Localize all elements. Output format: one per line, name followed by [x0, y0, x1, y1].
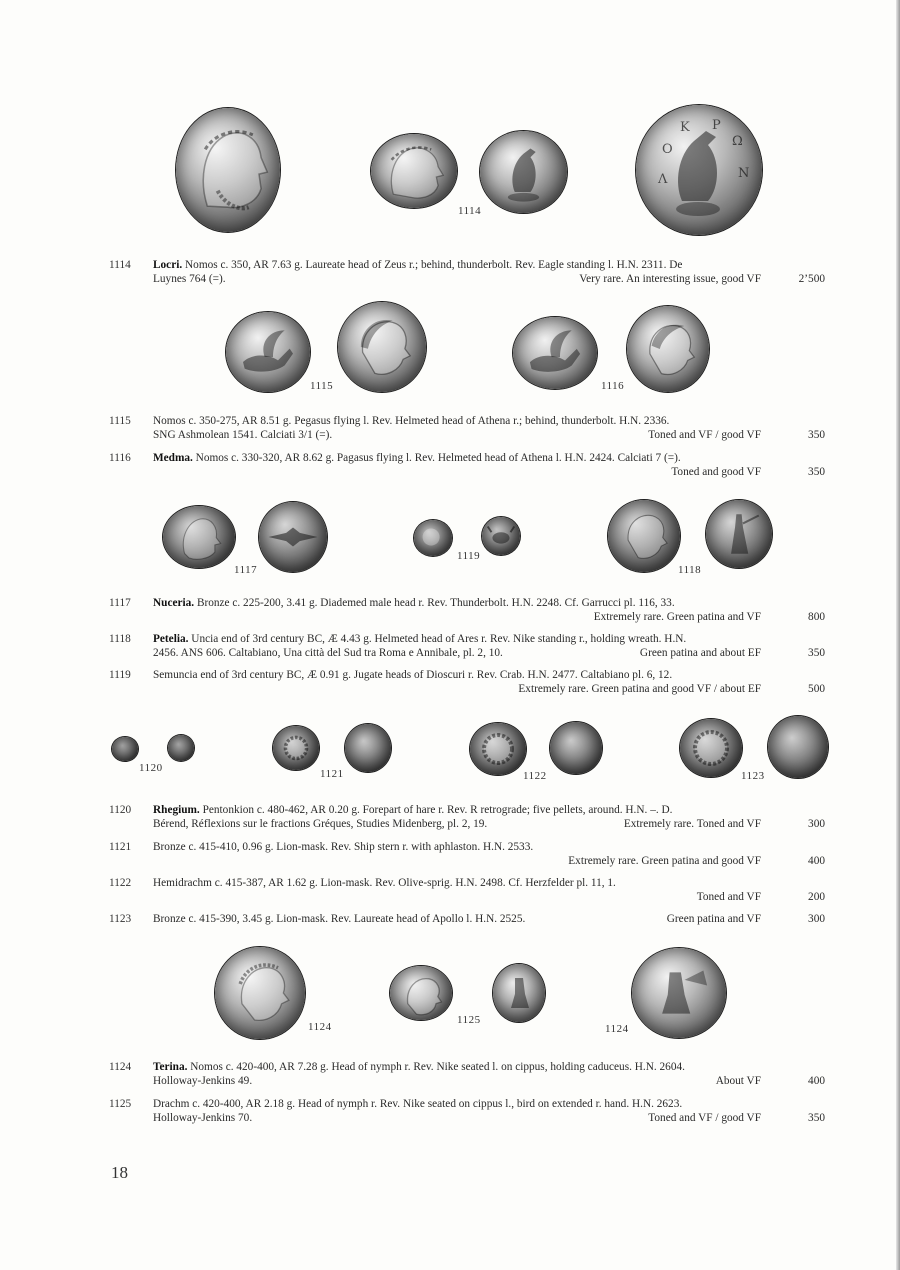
lion-mask-icon — [680, 719, 742, 777]
estimate-price: 350 — [808, 466, 825, 478]
catalogue-entry — [109, 632, 825, 662]
coin-image-crab — [482, 517, 520, 555]
catalogue-entry — [109, 1060, 825, 1090]
athena-head-icon — [627, 306, 709, 392]
grade-text: Extremely rare. Green patina and good VF — [568, 855, 761, 867]
catalogue-entry — [109, 912, 825, 928]
page-number: 18 — [111, 1163, 128, 1182]
lot-number: 1122 — [109, 877, 132, 889]
entry-description: Nomos c. 350, AR 7.63 g. Laureate head of Zeus r.; behind, thunderbolt. Rev. Eagle standing l. H.N. 2311. De — [185, 259, 683, 271]
lot-number: 1117 — [109, 597, 131, 609]
mint-heading: Terina. — [153, 1061, 188, 1073]
mint-heading: Nuceria. — [153, 597, 195, 609]
catalogue-entry — [109, 451, 825, 481]
catalogue-entry — [109, 876, 825, 906]
coin-image-olive-sprig — [550, 722, 602, 774]
coin-image-eagle-large — [636, 105, 762, 235]
mint-heading: Petelia. — [153, 633, 189, 645]
entry-description-cont: Bérend, Réflexions sur le fractions Gréques, Studies Midenberg, pl. 2, 19. — [153, 818, 488, 830]
entry-description-cont: Holloway-Jenkins 49. — [153, 1075, 253, 1087]
grade-text: About VF — [715, 1075, 761, 1087]
eagle-icon — [636, 105, 762, 235]
grade-text: Extremely rare. Green patina and VF — [593, 611, 761, 623]
mint-heading: Rhegium. — [153, 804, 200, 816]
coin-image-ares — [608, 500, 680, 572]
entry-description: Hemidrachm c. 415-387, AR 1.62 g. Lion-mask. Rev. Olive-sprig. H.N. 2498. Cf. Herzfelder pl. 11, 1. — [153, 877, 616, 889]
plate-number: 1116 — [601, 380, 625, 392]
nike-figure-icon — [706, 500, 772, 568]
catalogue-entry — [109, 258, 825, 288]
grade-text: Extremely rare. Toned and VF — [623, 818, 761, 830]
lion-mask-icon — [273, 726, 319, 770]
grade-text: Toned and VF / good VF — [648, 1112, 761, 1124]
catalogue-entry — [109, 596, 825, 626]
coin-image-ship-stern — [345, 724, 391, 772]
plate-number: 1114 — [458, 205, 482, 217]
ares-head-icon — [608, 500, 680, 572]
lot-number: 1115 — [109, 415, 131, 427]
athena-head-icon — [338, 302, 426, 392]
plate-number: 1120 — [139, 762, 163, 774]
lot-number: 1123 — [109, 913, 132, 925]
nymph-head-icon — [215, 947, 305, 1039]
entry-description: Uncia end of 3rd century BC, Æ 4.43 g. Helmeted head of Ares r. Rev. Nike standing r., holding wreath. H.N. — [191, 633, 687, 645]
catalogue-entry — [109, 668, 825, 698]
coin-image-nike-seated-large — [632, 948, 726, 1038]
estimate-price: 300 — [808, 913, 825, 925]
thunderbolt-icon — [259, 502, 327, 572]
catalogue-entry — [109, 1097, 825, 1127]
coin-image-hare — [112, 737, 138, 761]
coin-image-pegasus — [513, 317, 597, 389]
coin-image-lion-mask — [680, 719, 742, 777]
coin-image-lion-mask — [470, 723, 526, 775]
entry-description: Bronze c. 415-390, 3.45 g. Lion-mask. Rev. Laureate head of Apollo l. H.N. 2525. — [153, 913, 526, 925]
lot-number: 1114 — [109, 259, 131, 271]
nymph-head-icon — [390, 966, 452, 1020]
entry-description: Bronze c. 225-200, 3.41 g. Diademed male head r. Rev. Thunderbolt. H.N. 2248. Cf. Garrucci pl. 116, 33. — [196, 597, 675, 609]
nike-seated-icon — [493, 964, 545, 1022]
entry-description: Bronze c. 415-410, 0.96 g. Lion-mask. Rev. Ship stern r. with aphlaston. H.N. 2533. — [153, 841, 534, 853]
lot-number: 1124 — [109, 1061, 132, 1073]
grade-text: Green patina and VF — [666, 913, 761, 925]
estimate-price: 350 — [808, 647, 825, 659]
entry-description-cont: Holloway-Jenkins 70. — [153, 1112, 253, 1124]
plate-number: 1117 — [234, 564, 258, 576]
grade-text: Extremely rare. Green patina and good VF / about EF — [518, 683, 761, 695]
entry-description: Pentonkion c. 480-462, AR 0.20 g. Forepart of hare r. Rev. R retrograde; five pellets, around. H.N. –. D. — [202, 804, 673, 816]
entry-description: Nomos c. 420-400, AR 7.28 g. Head of nymph r. Rev. Nike seated l. on cippus, holding caduceus. H.N. 2604. — [190, 1061, 685, 1073]
estimate-price: 400 — [808, 1075, 825, 1087]
catalogue-entry — [109, 840, 825, 870]
entry-description-cont: Luynes 764 (=). — [153, 273, 226, 285]
coin-image-nike-seated-small — [493, 964, 545, 1022]
crab-icon — [482, 517, 520, 555]
coin-image-zeus-small — [371, 134, 457, 208]
entry-description: Nomos c. 350-275, AR 8.51 g. Pegasus flying l. Rev. Helmeted head of Athena r.; behind, thunderbolt. H.N. 2336. — [153, 415, 670, 427]
entry-description-cont: SNG Ashmolean 1541. Calciati 3/1 (=). — [153, 429, 333, 441]
coin-legend-letter: Ω — [732, 134, 743, 149]
entry-description: Semuncia end of 3rd century BC, Æ 0.91 g. Jugate heads of Dioscuri r. Rev. Crab. H.N. 2477. Caltabiano pl. 6, 12. — [153, 669, 673, 681]
lot-number: 1118 — [109, 633, 131, 645]
estimate-price: 2’500 — [798, 273, 825, 285]
plate-number: 1125 — [457, 1014, 481, 1026]
coin-legend-letter: Κ — [680, 120, 690, 135]
estimate-price: 350 — [808, 429, 825, 441]
lot-number: 1116 — [109, 452, 131, 464]
estimate-price: 200 — [808, 891, 825, 903]
mint-heading: Medma. — [153, 452, 193, 464]
catalogue-entry — [109, 414, 825, 444]
lot-number: 1125 — [109, 1098, 132, 1110]
coin-legend-letter: Ν — [738, 166, 750, 181]
plate-number: 1124 — [308, 1021, 332, 1033]
mint-heading: Locri. — [153, 259, 183, 271]
coin-image-nymph-large — [215, 947, 305, 1039]
coin-image-athena — [338, 302, 426, 392]
plate-number: 1123 — [741, 770, 765, 782]
nike-seated-icon — [632, 948, 726, 1038]
coin-image-eagle-small — [480, 131, 567, 213]
coin-image-dioscuri — [414, 520, 452, 556]
grade-text: Green patina and about EF — [639, 647, 761, 659]
coin-image-nymph-small — [390, 966, 452, 1020]
plate-number: 1118 — [678, 564, 702, 576]
entry-description: Drachm c. 420-400, AR 2.18 g. Head of nymph r. Rev. Nike seated on cippus l., bird on extended r. hand. H.N. 2623. — [153, 1098, 683, 1110]
estimate-price: 400 — [808, 855, 825, 867]
grade-text: Very rare. An interesting issue, good VF — [579, 273, 761, 285]
zeus-head-icon — [371, 134, 457, 208]
coin-image-nike — [706, 500, 772, 568]
lion-mask-icon — [470, 723, 526, 775]
coin-image-apollo — [768, 716, 828, 778]
plate-number: 1119 — [457, 550, 481, 562]
coin-image-r-retrograde — [168, 735, 194, 761]
male-head-icon — [163, 506, 235, 568]
coin-image-pegasus — [226, 312, 310, 392]
eagle-icon — [480, 131, 567, 213]
coin-legend-letter: Λ — [658, 172, 668, 187]
estimate-price: 800 — [808, 611, 825, 623]
coin-image-lion-mask — [273, 726, 319, 770]
coin-image-athena — [627, 306, 709, 392]
grade-text: Toned and VF / good VF — [648, 429, 761, 441]
estimate-price: 500 — [808, 683, 825, 695]
catalogue-entry — [109, 803, 825, 833]
grade-text: Toned and VF — [696, 891, 761, 903]
entry-description: Nomos c. 330-320, AR 8.62 g. Pagasus flying l. Rev. Helmeted head of Athena l. H.N. 2424. Calciati 7 (=). — [195, 452, 681, 464]
plate-number: 1121 — [320, 768, 344, 780]
estimate-price: 350 — [808, 1112, 825, 1124]
pegasus-icon — [513, 317, 597, 389]
zeus-head-icon — [176, 108, 280, 232]
estimate-price: 300 — [808, 818, 825, 830]
coin-image-zeus-large — [176, 108, 280, 232]
coin-legend-letter: Ο — [662, 142, 673, 157]
coin-image-male-head — [163, 506, 235, 568]
grade-text: Toned and good VF — [671, 466, 761, 478]
pegasus-icon — [226, 312, 310, 392]
coin-legend-letter: Ρ — [712, 118, 721, 133]
lot-number: 1119 — [109, 669, 131, 681]
plate-number: 1124 — [605, 1023, 629, 1035]
lot-number: 1120 — [109, 804, 132, 816]
dioscuri-heads-icon — [414, 520, 452, 556]
plate-number: 1115 — [310, 380, 334, 392]
coin-image-thunderbolt — [259, 502, 327, 572]
entry-description-cont: 2456. ANS 606. Caltabiano, Una città del Sud tra Roma e Annibale, pl. 2, 10. — [153, 647, 503, 659]
lot-number: 1121 — [109, 841, 132, 853]
page-edge-shadow — [896, 0, 900, 1270]
plate-number: 1122 — [523, 770, 547, 782]
